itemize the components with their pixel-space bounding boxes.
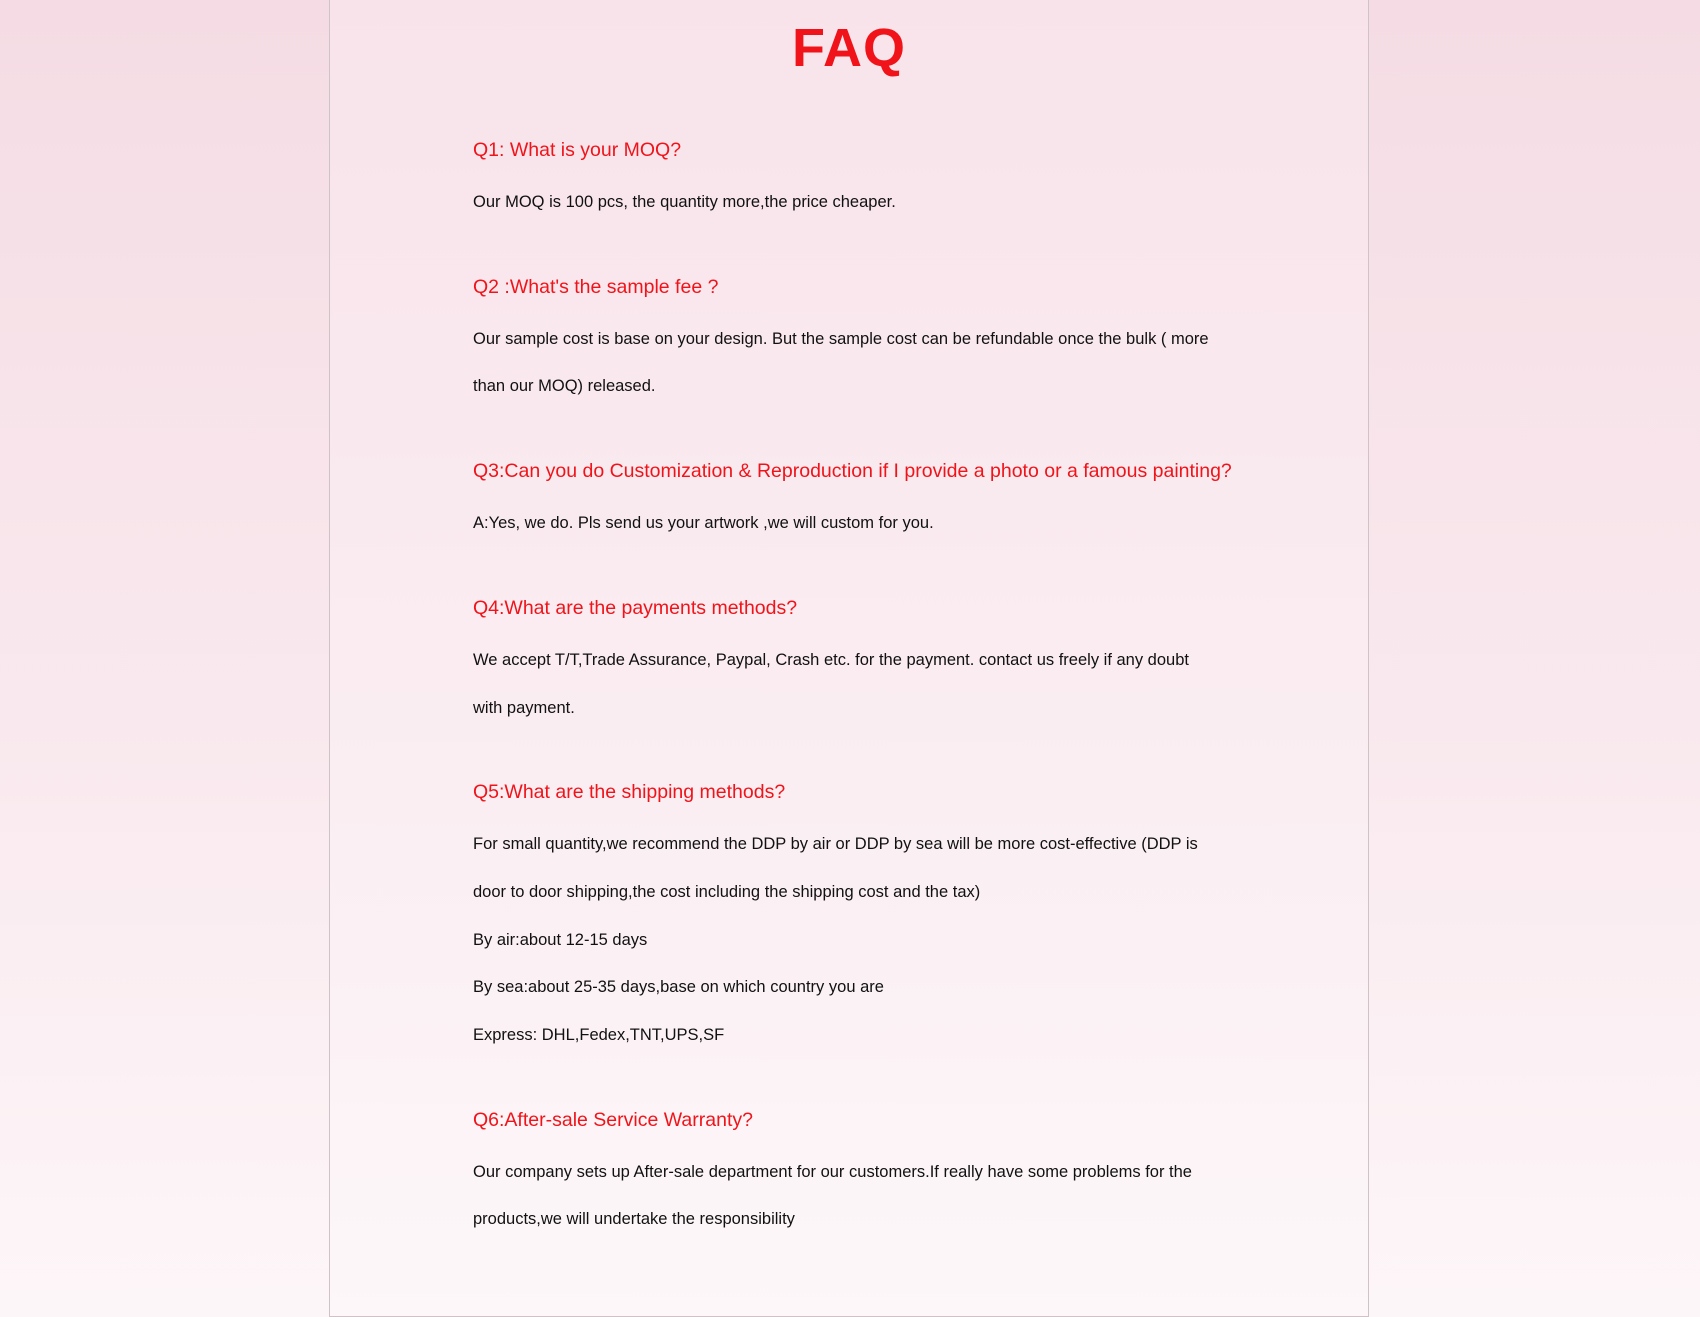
faq-question: Q3:Can you do Customization & Reproduction if I provide a photo or a famous painting? — [473, 460, 1232, 483]
faq-item-q2 — [473, 273, 1240, 411]
faq-answer-line: We accept T/T,Trade Assurance, Paypal, Crash etc. for the payment. contact us freely if any doubt — [473, 650, 1189, 669]
faq-answer — [473, 637, 1240, 732]
faq-answer — [473, 500, 1240, 548]
faq-answer-line: Our MOQ is 100 pcs, the quantity more,the price cheaper. — [473, 193, 896, 211]
faq-answer-line: Our company sets up After-sale department for our customers.If really have some problems for the — [473, 1162, 1192, 1181]
faq-answer-line: door to door shipping,the cost including the shipping cost and the tax) — [473, 882, 981, 901]
faq-question: Q5:What are the shipping methods? — [473, 781, 786, 804]
faq-item-q3 — [473, 457, 1240, 548]
faq-answer-line: Our sample cost is base on your design. But the sample cost can be refundable once the bulk ( more — [473, 329, 1209, 348]
page-title: FAQ — [791, 18, 906, 78]
faq-answer-line: By sea:about 25-35 days,base on which country you are — [473, 978, 884, 997]
faq-answer — [473, 179, 1240, 227]
faq-answer — [473, 821, 1240, 1060]
faq-answer-line: For small quantity,we recommend the DDP by air or DDP by sea will be more cost-effective (DDP is — [473, 835, 1198, 854]
faq-answer — [473, 1149, 1240, 1244]
faq-item-q6 — [473, 1106, 1240, 1244]
faq-question: Q6:After-sale Service Warranty? — [473, 1108, 753, 1131]
faq-question: Q4:What are the payments methods? — [473, 596, 798, 619]
faq-answer-line: Express: DHL,Fedex,TNT,UPS,SF — [473, 1026, 725, 1045]
faq-question: Q1: What is your MOQ? — [473, 139, 682, 161]
faq-answer-line: products,we will undertake the responsibility — [473, 1210, 795, 1229]
faq-item-q4 — [473, 594, 1240, 732]
faq-answer-line: By air:about 12-15 days — [473, 930, 648, 949]
faq-item-q1 — [473, 136, 1240, 227]
faq-list — [473, 136, 1240, 1290]
faq-answer-line: with payment. — [473, 698, 575, 717]
faq-item-q5 — [473, 778, 1240, 1060]
faq-answer-line: A:Yes, we do. Pls send us your artwork ,we will custom for you. — [473, 514, 934, 533]
faq-answer — [473, 316, 1240, 411]
faq-question: Q2 :What's the sample fee ? — [473, 275, 719, 298]
faq-answer-line: than our MOQ) released. — [473, 377, 656, 396]
